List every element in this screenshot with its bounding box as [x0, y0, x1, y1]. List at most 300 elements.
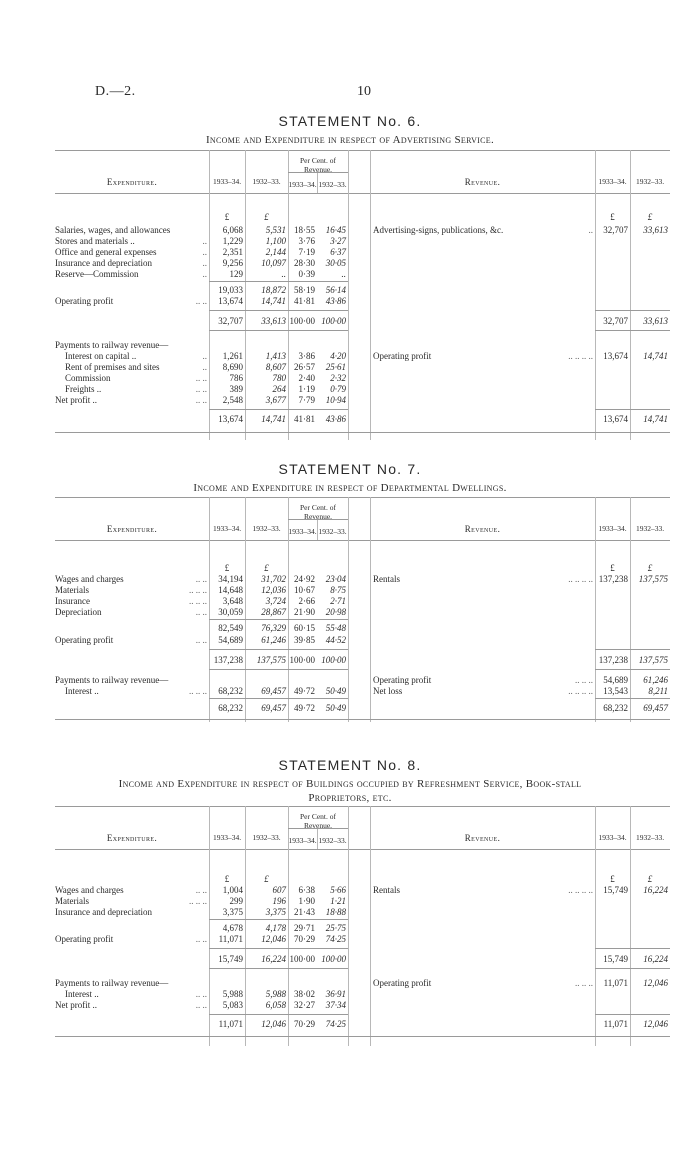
- dot-leader: .. ..: [195, 989, 207, 999]
- percent-1932-33: 25·75: [325, 923, 346, 933]
- value-1932-33: 12,036: [261, 585, 286, 595]
- value-1932-33: 1,100: [265, 236, 286, 246]
- sum-rule: [209, 968, 348, 969]
- value-1933-34: 11,071: [218, 1019, 243, 1029]
- value-1932-33: 780: [272, 373, 286, 383]
- statement-8-subtitle-line2: Proprietors, etc.: [308, 792, 392, 804]
- revenue-1932-33: 12,046: [643, 978, 668, 988]
- value-1933-34: 1,229: [222, 236, 243, 246]
- revenue-1932-33: 14,741: [643, 414, 668, 424]
- column-rule: [348, 806, 349, 1046]
- value-1932-33: 14,741: [261, 414, 286, 424]
- value-1932-33: 16,224: [261, 954, 286, 964]
- pound-sign: £: [264, 874, 269, 884]
- dot-leader: .. .. ..: [189, 596, 207, 606]
- value-1932-33: 3,724: [265, 596, 286, 606]
- row-label: Commission: [65, 373, 111, 383]
- revenue-row-label: Operating profit: [373, 351, 432, 361]
- column-rule: [370, 150, 371, 440]
- revenue-1933-34: 15,749: [603, 885, 628, 895]
- percent-1933-34: 32·27: [294, 1000, 315, 1010]
- row-label: Wages and charges: [55, 885, 124, 895]
- dot-leader: .. ..: [195, 934, 207, 944]
- revenue-year1-header: 1933–34.: [598, 524, 627, 533]
- percent-1933-34: 1·90: [298, 896, 315, 906]
- value-1933-34: 129: [229, 269, 243, 279]
- value-1932-33: 5,988: [265, 989, 286, 999]
- percent-1933-34: 58·19: [294, 285, 315, 295]
- column-rule: [348, 150, 349, 440]
- value-1932-33: 264: [272, 384, 286, 394]
- percent-1932-33: 20·98: [325, 607, 346, 617]
- row-label: Net profit ..: [55, 395, 97, 405]
- sum-rule: [595, 968, 670, 969]
- percent-year1-header: 1933–34.: [288, 836, 317, 845]
- sum-rule: [595, 698, 670, 699]
- percent-1933-34: 28·30: [294, 258, 315, 268]
- percent-revenue-header: Per Cent. of Revenue.: [299, 812, 337, 830]
- dot-leader: ..: [202, 247, 207, 257]
- percent-1933-34: 6·38: [298, 885, 315, 895]
- percent-year2-header: 1932–33.: [318, 836, 347, 845]
- value-1933-34: 54,689: [218, 635, 243, 645]
- percent-1932-33: 37·34: [325, 1000, 346, 1010]
- percent-1932-33: 10·94: [325, 395, 346, 405]
- sum-rule: [209, 698, 348, 699]
- revenue-header: Revenue.: [464, 524, 501, 534]
- pound-sign: £: [224, 212, 230, 222]
- dot-leader: .. .. ..: [189, 585, 207, 595]
- value-1932-33: 4,178: [265, 923, 286, 933]
- pound-sign: £: [647, 563, 653, 573]
- sum-rule: [209, 649, 348, 650]
- sum-rule: [595, 409, 670, 410]
- percent-1932-33: 2·32: [330, 373, 346, 383]
- row-label: Operating profit: [55, 296, 114, 306]
- value-1932-33: 10,097: [261, 258, 286, 268]
- value-1932-33: ..: [281, 269, 286, 279]
- row-label: Stores and materials ..: [55, 236, 135, 246]
- value-1932-33: 61,246: [261, 635, 286, 645]
- statement-6-title: STATEMENT No. 6.: [278, 113, 422, 129]
- value-1932-33: 1,413: [265, 351, 286, 361]
- dot-leader: .. ..: [195, 373, 207, 383]
- percent-1932-33: 6·37: [330, 247, 346, 257]
- value-1932-33: 2,144: [265, 247, 286, 257]
- revenue-1932-33: 137,575: [638, 574, 668, 584]
- sum-rule: [209, 619, 348, 620]
- page-number: 10: [357, 84, 371, 99]
- sum-rule: [209, 330, 348, 331]
- expenditure-header: Expenditure.: [106, 833, 158, 843]
- percent-revenue-header: Per Cent. of Revenue.: [299, 156, 337, 174]
- percent-1933-34: 3·86: [298, 351, 315, 361]
- row-label: Insurance and depreciation: [55, 907, 152, 917]
- dot-leader: .. ..: [195, 885, 207, 895]
- revenue-1932-33: 61,246: [643, 675, 668, 685]
- revenue-year2-header: 1932–33.: [635, 177, 665, 186]
- row-label: Rent of premises and sites: [65, 362, 160, 372]
- value-1932-33: 28,867: [261, 607, 286, 617]
- percent-1932-33: 55·48: [325, 623, 346, 633]
- percent-1933-34: 70·29: [294, 934, 315, 944]
- percent-1933-34: 70·29: [294, 1019, 315, 1029]
- value-1932-33: 33,613: [261, 316, 286, 326]
- dot-leader: .. .. ..: [575, 978, 593, 988]
- percent-1933-34: 7·79: [298, 395, 315, 405]
- table-bottom-rule: [55, 432, 670, 433]
- percent-1932-33: 74·25: [325, 1019, 346, 1029]
- sum-rule: [209, 669, 348, 670]
- table-top-rule: [55, 150, 670, 151]
- percent-1933-34: 38·02: [294, 989, 315, 999]
- row-label: Materials: [55, 585, 89, 595]
- revenue-row-label: Rentals: [373, 574, 400, 584]
- revenue-1932-33: 12,046: [643, 1019, 668, 1029]
- revenue-year2-header: 1932–33.: [635, 833, 665, 842]
- value-1933-34: 32,707: [218, 316, 243, 326]
- revenue-1932-33: 137,575: [638, 655, 668, 665]
- percent-year1-header: 1933–34.: [288, 527, 317, 536]
- percent-1932-33: 23·04: [325, 574, 346, 584]
- statement-8-title: STATEMENT No. 8.: [278, 757, 422, 773]
- year2-header: 1932–33.: [252, 833, 281, 842]
- percent-1933-34: 21·43: [294, 907, 315, 917]
- dot-leader: .. ..: [195, 1000, 207, 1010]
- percent-1932-33: 74·25: [325, 934, 346, 944]
- value-1932-33: 31,702: [261, 574, 286, 584]
- year1-header: 1933–34.: [212, 524, 242, 533]
- dot-leader: ..: [202, 362, 207, 372]
- revenue-row-label: Operating profit: [373, 978, 432, 988]
- percent-1932-33: 16·45: [325, 225, 346, 235]
- percent-year2-header: 1932–33.: [318, 527, 347, 536]
- value-1932-33: 3,375: [265, 907, 286, 917]
- pound-sign: £: [610, 563, 615, 573]
- value-1933-34: 14,648: [218, 585, 243, 595]
- header-bottom-rule: [55, 849, 670, 850]
- row-label: Insurance: [55, 596, 90, 606]
- value-1932-33: 6,058: [265, 1000, 286, 1010]
- row-label: Reserve—Commission: [55, 269, 139, 279]
- percent-revenue-header: Per Cent. of Revenue.: [299, 503, 337, 521]
- sum-rule: [595, 649, 670, 650]
- percent-1933-34: 3·76: [298, 236, 315, 246]
- sum-rule: [595, 948, 670, 949]
- revenue-year1-header: 1933–34.: [598, 177, 627, 186]
- row-label: Salaries, wages, and allowances: [55, 225, 171, 235]
- percent-1933-34: 100·00: [289, 954, 315, 964]
- revenue-1933-34: 32,707: [603, 316, 628, 326]
- table-bottom-rule: [55, 1036, 670, 1037]
- percent-1932-33: 44·52: [325, 635, 346, 645]
- row-label: Freights ..: [65, 384, 102, 394]
- pound-sign: £: [224, 874, 230, 884]
- dot-leader: .. .. .. ..: [568, 351, 593, 361]
- row-label: Depreciation: [55, 607, 102, 617]
- percent-1933-34: 26·57: [294, 362, 315, 372]
- percent-1932-33: 50·49: [325, 686, 346, 696]
- value-1932-33: 14,741: [261, 296, 286, 306]
- percent-1933-34: 29·71: [294, 923, 315, 933]
- percent-1932-33: 0·79: [330, 384, 346, 394]
- row-label: Interest on capital ..: [65, 351, 137, 361]
- value-1932-33: 3,677: [265, 395, 286, 405]
- statement-8-table: [55, 806, 670, 1056]
- sum-rule: [595, 1014, 670, 1015]
- value-1933-34: 15,749: [218, 954, 243, 964]
- value-1932-33: 69,457: [261, 703, 286, 713]
- dot-leader: .. ..: [195, 607, 207, 617]
- percent-1933-34: 49·72: [294, 703, 315, 713]
- value-1933-34: 11,071: [218, 934, 243, 944]
- column-rule: [630, 150, 631, 440]
- table-bottom-rule: [55, 719, 670, 720]
- sum-rule: [209, 919, 348, 920]
- value-1932-33: 607: [272, 885, 286, 895]
- percent-1933-34: 41·81: [294, 414, 315, 424]
- revenue-1932-33: 33,613: [643, 316, 668, 326]
- percent-1932-33: 100·00: [321, 316, 346, 326]
- dot-leader: .. .. ..: [189, 686, 207, 696]
- value-1933-34: 389: [229, 384, 243, 394]
- pound-sign: £: [224, 563, 230, 573]
- page-reference: D.—2.: [95, 84, 136, 99]
- revenue-row-label: Rentals: [373, 885, 400, 895]
- value-1932-33: 12,046: [261, 1019, 286, 1029]
- payments-heading: Payments to railway revenue—: [55, 340, 169, 350]
- revenue-1932-33: 16,224: [643, 885, 668, 895]
- column-rule: [348, 497, 349, 722]
- expenditure-header: Expenditure.: [106, 524, 158, 534]
- dot-leader: ..: [202, 351, 207, 361]
- percent-1933-34: 21·90: [294, 607, 315, 617]
- row-label: Interest ..: [65, 989, 99, 999]
- percent-year1-header: 1933–34.: [288, 180, 317, 189]
- revenue-1933-34: 15,749: [603, 954, 628, 964]
- pound-sign: £: [610, 874, 615, 884]
- value-1933-34: 3,375: [222, 907, 243, 917]
- year1-header: 1933–34.: [212, 177, 242, 186]
- value-1932-33: 18,872: [261, 285, 286, 295]
- value-1933-34: 9,256: [222, 258, 243, 268]
- value-1933-34: 137,238: [213, 655, 243, 665]
- value-1933-34: 30,059: [218, 607, 243, 617]
- revenue-1933-34: 13,674: [603, 414, 628, 424]
- value-1933-34: 3,648: [222, 596, 243, 606]
- year2-header: 1932–33.: [252, 177, 281, 186]
- dot-leader: .. .. .. ..: [568, 885, 593, 895]
- sum-rule: [209, 948, 348, 949]
- revenue-1933-34: 68,232: [603, 703, 628, 713]
- revenue-1932-33: 8,211: [648, 686, 668, 696]
- payments-heading: Payments to railway revenue—: [55, 675, 169, 685]
- pound-sign: £: [610, 212, 615, 222]
- percent-1932-33: 4·20: [330, 351, 346, 361]
- percent-1932-33: 50·49: [325, 703, 346, 713]
- statement-6-subtitle: Income and Expenditure in respect of Advertising Service.: [205, 134, 495, 146]
- dot-leader: .. ..: [195, 574, 207, 584]
- percent-1932-33: 18·88: [325, 907, 346, 917]
- value-1932-33: 5,531: [265, 225, 286, 235]
- percent-1932-33: ..: [341, 269, 346, 279]
- revenue-row-label: Net loss: [373, 686, 403, 696]
- revenue-year1-header: 1933–34.: [598, 833, 627, 842]
- percent-1932-33: 3·27: [330, 236, 346, 246]
- sum-rule: [595, 669, 670, 670]
- percent-1932-33: 25·61: [325, 362, 346, 372]
- percent-1932-33: 1·21: [330, 896, 346, 906]
- revenue-year2-header: 1932–33.: [635, 524, 665, 533]
- dot-leader: .. ..: [195, 384, 207, 394]
- revenue-1933-34: 54,689: [603, 675, 628, 685]
- statement-6-table: [55, 150, 670, 440]
- pound-sign: £: [647, 212, 653, 222]
- year2-header: 1932–33.: [252, 524, 281, 533]
- value-1933-34: 1,261: [222, 351, 243, 361]
- sum-rule: [595, 310, 670, 311]
- value-1933-34: 5,083: [222, 1000, 243, 1010]
- row-label: Interest ..: [65, 686, 99, 696]
- row-label: Net profit ..: [55, 1000, 97, 1010]
- value-1932-33: 76,329: [261, 623, 286, 633]
- row-label: Office and general expenses: [55, 247, 157, 257]
- revenue-1933-34: 137,238: [598, 655, 628, 665]
- statement-7-table: [55, 497, 670, 727]
- revenue-1932-33: 33,613: [643, 225, 668, 235]
- row-label: Wages and charges: [55, 574, 124, 584]
- expenditure-header: Expenditure.: [106, 177, 158, 187]
- value-1933-34: 6,068: [222, 225, 243, 235]
- percent-1933-34: 49·72: [294, 686, 315, 696]
- pound-sign: £: [264, 212, 269, 222]
- sum-rule: [209, 310, 348, 311]
- percent-1932-33: 2·71: [330, 596, 346, 606]
- value-1933-34: 68,232: [218, 703, 243, 713]
- value-1933-34: 2,548: [222, 395, 243, 405]
- dot-leader: .. .. ..: [575, 675, 593, 685]
- revenue-1932-33: 16,224: [643, 954, 668, 964]
- percent-1932-33: 36·91: [325, 989, 346, 999]
- value-1932-33: 8,607: [265, 362, 286, 372]
- value-1933-34: 1,004: [222, 885, 243, 895]
- value-1933-34: 299: [229, 896, 243, 906]
- percent-1933-34: 0·39: [298, 269, 315, 279]
- value-1933-34: 13,674: [218, 296, 243, 306]
- header-bottom-rule: [55, 193, 670, 194]
- percent-1932-33: 43·86: [325, 414, 346, 424]
- revenue-1932-33: 69,457: [643, 703, 668, 713]
- percent-1933-34: 7·19: [298, 247, 315, 257]
- revenue-row-label: Operating profit: [373, 675, 432, 685]
- percent-1933-34: 39·85: [294, 635, 315, 645]
- revenue-1933-34: 13,674: [603, 351, 628, 361]
- dot-leader: ..: [202, 258, 207, 268]
- percent-1932-33: 43·86: [325, 296, 346, 306]
- payments-heading: Payments to railway revenue—: [55, 978, 169, 988]
- revenue-1933-34: 32,707: [603, 225, 628, 235]
- revenue-1933-34: 13,543: [603, 686, 628, 696]
- pound-sign: £: [647, 874, 653, 884]
- table-top-rule: [55, 806, 670, 807]
- row-label: Materials: [55, 896, 89, 906]
- value-1933-34: 8,690: [222, 362, 243, 372]
- column-rule: [595, 150, 596, 440]
- sum-rule: [209, 409, 348, 410]
- year1-header: 1933–34.: [212, 833, 242, 842]
- statement-8-subtitle-line1: Income and Expenditure in respect of Buildings occupied by Refreshment Service, Book-stall: [118, 778, 582, 790]
- percent-1933-34: 41·81: [294, 296, 315, 306]
- percent-1933-34: 18·55: [294, 225, 315, 235]
- statement-7-subtitle: Income and Expenditure in respect of Departmental Dwellings.: [193, 482, 507, 494]
- sum-rule: [595, 330, 670, 331]
- value-1933-34: 82,549: [218, 623, 243, 633]
- percent-1932-33: 5·66: [330, 885, 346, 895]
- revenue-1933-34: 11,071: [603, 1019, 628, 1029]
- percent-1933-34: 2·66: [298, 596, 315, 606]
- value-1933-34: 786: [229, 373, 243, 383]
- dot-leader: .. ..: [195, 296, 207, 306]
- value-1932-33: 196: [272, 896, 286, 906]
- revenue-header: Revenue.: [464, 833, 501, 843]
- value-1933-34: 5,988: [222, 989, 243, 999]
- percent-1933-34: 100·00: [289, 655, 315, 665]
- header-bottom-rule: [55, 540, 670, 541]
- dot-leader: ..: [588, 225, 593, 235]
- percent-1933-34: 100·00: [289, 316, 315, 326]
- dot-leader: .. .. .. ..: [568, 574, 593, 584]
- sum-rule: [209, 1014, 348, 1015]
- percent-1933-34: 2·40: [298, 373, 315, 383]
- revenue-1933-34: 11,071: [603, 978, 628, 988]
- revenue-row-label: Advertising-signs, publications, &c.: [373, 225, 504, 235]
- table-top-rule: [55, 497, 670, 498]
- statement-7-title: STATEMENT No. 7.: [278, 461, 422, 477]
- pound-sign: £: [264, 563, 269, 573]
- dot-leader: .. .. ..: [189, 896, 207, 906]
- percent-1933-34: 10·67: [294, 585, 315, 595]
- value-1932-33: 137,575: [256, 655, 286, 665]
- value-1933-34: 13,674: [218, 414, 243, 424]
- value-1933-34: 4,678: [222, 923, 243, 933]
- percent-1932-33: 8·75: [330, 585, 346, 595]
- percent-1932-33: 56·14: [325, 285, 346, 295]
- row-label: Operating profit: [55, 934, 114, 944]
- value-1933-34: 2,351: [222, 247, 243, 257]
- dot-leader: ..: [202, 269, 207, 279]
- percent-1933-34: 60·15: [294, 623, 315, 633]
- revenue-1933-34: 137,238: [598, 574, 628, 584]
- row-label: Operating profit: [55, 635, 114, 645]
- dot-leader: .. .. .. ..: [568, 686, 593, 696]
- percent-1932-33: 100·00: [321, 655, 346, 665]
- sum-rule: [209, 281, 348, 282]
- dot-leader: ..: [202, 236, 207, 246]
- percent-1932-33: 100·00: [321, 954, 346, 964]
- revenue-header: Revenue.: [464, 177, 501, 187]
- value-1933-34: 34,194: [218, 574, 243, 584]
- dot-leader: .. ..: [195, 635, 207, 645]
- percent-1933-34: 1·19: [298, 384, 315, 394]
- value-1932-33: 69,457: [261, 686, 286, 696]
- value-1933-34: 68,232: [218, 686, 243, 696]
- percent-1933-34: 24·92: [294, 574, 315, 584]
- percent-year2-header: 1932–33.: [318, 180, 347, 189]
- value-1932-33: 12,046: [261, 934, 286, 944]
- dot-leader: .. ..: [195, 395, 207, 405]
- percent-1932-33: 30·05: [325, 258, 346, 268]
- value-1933-34: 19,033: [218, 285, 243, 295]
